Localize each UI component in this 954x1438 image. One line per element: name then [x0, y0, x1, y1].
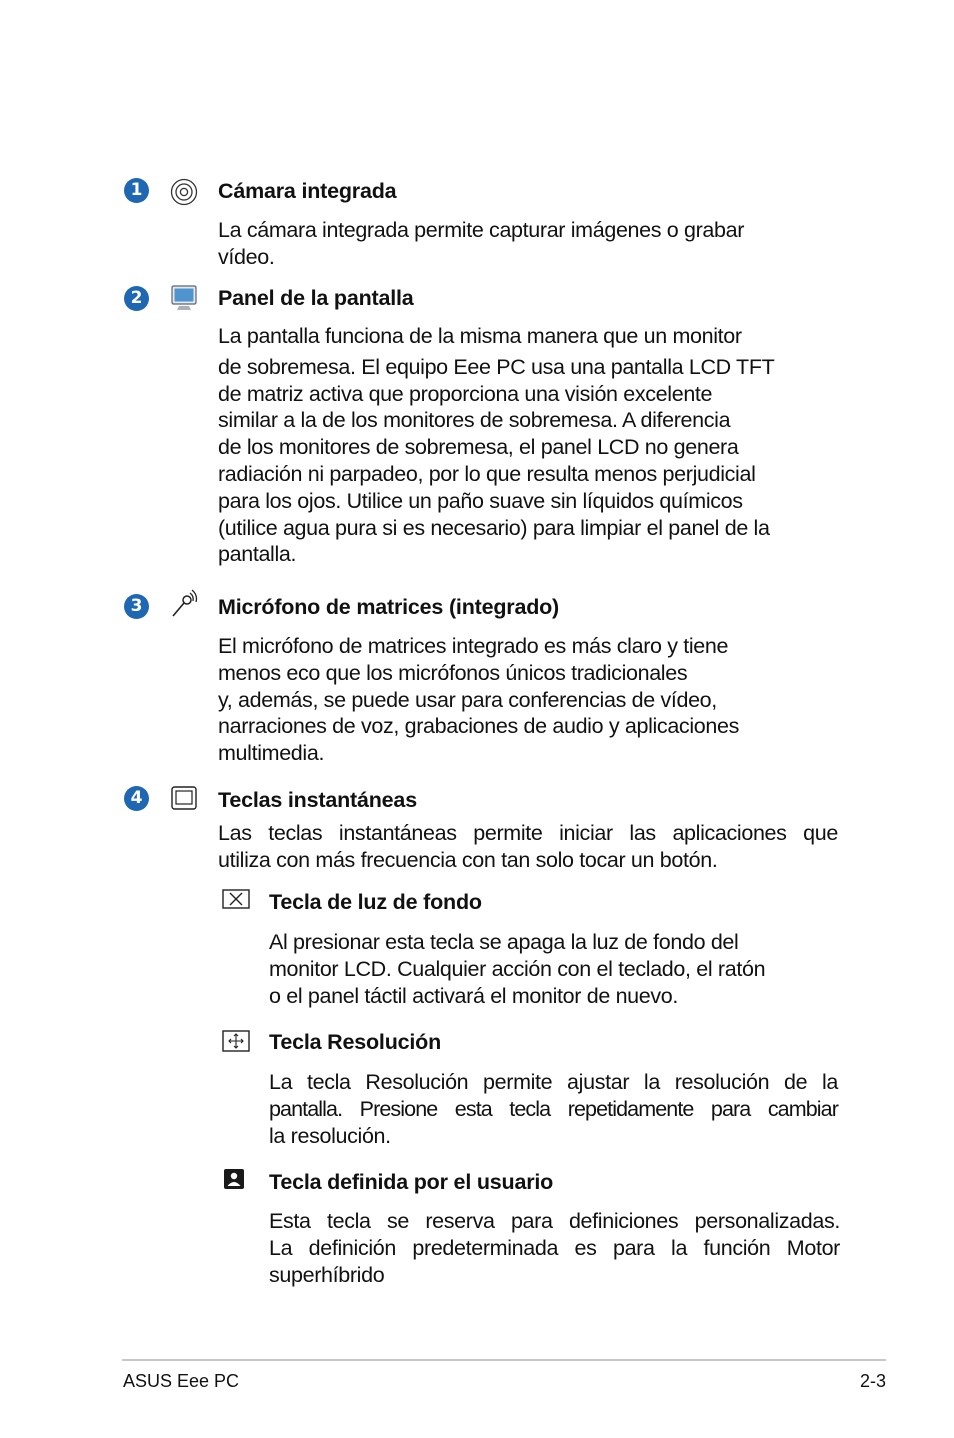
subsection-body: Al presionar esta tecla se apaga la luz de fondo del monitor LCD. Cualquier acción con el teclado, el ratón o el panel táctil activará el monitor de nuevo. [269, 930, 766, 1008]
instant-keys-icon [171, 786, 197, 815]
section-number-2: 2 [124, 286, 149, 311]
section-title: Micrófono de matrices (integrado) [218, 595, 560, 619]
footer-divider [122, 1359, 886, 1361]
section-body: La cámara integrada permite capturar imágenes o grabar vídeo. [218, 218, 745, 269]
display-panel-icon [170, 284, 198, 317]
section-body: Las teclas instantáneas permite iniciar las aplicaciones que utiliza con más frecuencia con tan solo tocar un botón. [218, 821, 838, 872]
subsection-body: La tecla Resolución permite ajustar la resolución de la pantalla. Presione esta tecla repetidamente para cambiar la resolución. [269, 1070, 838, 1148]
section-number-4: 4 [124, 786, 149, 811]
section-body: La pantalla funciona de la misma manera que un monitor de sobremesa. El equipo Eee PC usa una pantalla LCD TFT de matriz activa que proporciona una visión excelente similar a la de los monitores de sobremesa. A diferencia de los monitores de sobremesa, el panel LCD no genera radiación ni parpadeo, por lo que resulta menos perjudicial para los ojos. Utilice un paño suave sin líquidos químicos (utilice agua pura si es necesario) para limpiar el panel de la pantalla. [218, 324, 775, 567]
section-title: Panel de la pantalla [218, 286, 414, 310]
section-title: Cámara integrada [218, 179, 397, 203]
section-title: Teclas instantáneas [218, 788, 417, 812]
footer-product-name: ASUS Eee PC [123, 1371, 240, 1391]
subsection-title: Tecla definida por el usuario [269, 1170, 554, 1194]
footer-page-number: 2-3 [859, 1371, 886, 1391]
section-number-3: 3 [124, 594, 149, 619]
camera-icon [170, 178, 198, 211]
subsection-title: Tecla Resolución [269, 1030, 442, 1054]
subsection-title: Tecla de luz de fondo [269, 890, 482, 914]
section-number-1: 1 [124, 178, 149, 203]
backlight-off-icon [222, 889, 250, 914]
resolution-icon [222, 1030, 250, 1057]
user-defined-key-icon [223, 1168, 245, 1195]
section-body: El micrófono de matrices integrado es más claro y tiene menos eco que los micrófonos únicos tradicionales y, además, se puede usar para conferencias de vídeo, narraciones de voz, grabaciones de audio y aplicaciones multimedia. [218, 634, 739, 766]
microphone-icon [170, 589, 198, 624]
subsection-body: Esta tecla se reserva para definiciones personalizadas. La definición predeterminada es para la función Motor superhíbrido [269, 1209, 840, 1287]
